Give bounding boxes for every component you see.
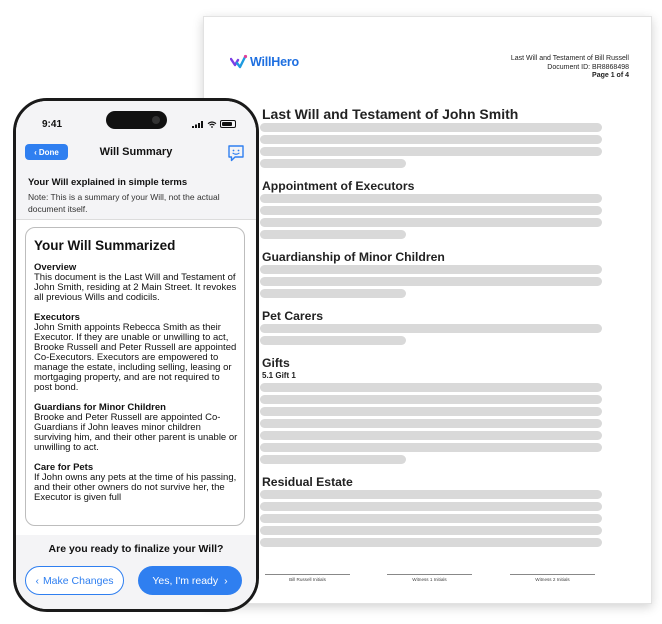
page-number: Page 1 of 4	[592, 72, 629, 79]
make-changes-label: Make Changes	[42, 574, 114, 587]
text-line-placeholder	[260, 419, 602, 428]
document-title-line: Last Will and Testament of Bill Russell	[510, 55, 629, 62]
status-icons	[192, 120, 236, 128]
text-line-placeholder	[260, 431, 602, 440]
subheading-gift-1: 5.1 Gift 1	[262, 371, 296, 380]
text-line-placeholder	[260, 289, 406, 298]
text-line-placeholder	[260, 502, 602, 511]
signal-icon	[192, 121, 204, 128]
heading-guardianship: Guardianship of Minor Children	[262, 250, 445, 264]
text-line-placeholder	[260, 230, 406, 239]
signature-line	[510, 574, 595, 575]
text-line-placeholder	[260, 443, 602, 452]
document-meta	[511, 55, 629, 81]
heading-pet-carers: Pet Carers	[262, 309, 323, 323]
phone-frame	[13, 98, 259, 612]
text-line-placeholder	[260, 194, 602, 203]
signature-label-bill: Bill Russell Initials	[289, 577, 326, 582]
battery-icon	[220, 120, 236, 128]
heading-executors: Appointment of Executors	[262, 179, 415, 193]
summary-card[interactable]	[25, 227, 245, 526]
dynamic-island	[106, 111, 167, 129]
logo-text: WillHero	[250, 55, 299, 69]
text-line-placeholder	[260, 526, 602, 535]
status-time: 9:41	[42, 119, 63, 130]
section-body-executors: John Smith appoints Rebecca Smith as their Executor. If they are unable or unwilling to act, Brooke Russell and Peter Russell are appointed Co-Executors. Executors are empowered to manage the estate, including selling, leasing or mortgaging property, and are not required to post bond.	[34, 322, 237, 393]
section-heading-overview: Overview	[34, 262, 77, 273]
will-document-page	[203, 16, 652, 604]
chevron-right-icon: ›	[224, 574, 228, 587]
section-body-guardians: Brooke and Peter Russell are appointed Co-Guardians if John leaves minor children surviving him, and their other parent is unable or unwilling to act.	[34, 412, 238, 453]
text-line-placeholder	[260, 218, 602, 227]
text-line-placeholder	[260, 206, 602, 215]
text-line-placeholder	[260, 395, 602, 404]
cta-panel	[16, 535, 256, 609]
text-line-placeholder	[260, 123, 602, 132]
chevron-left-icon: ‹	[35, 574, 39, 587]
intro-title: Your Will explained in simple terms	[28, 177, 188, 188]
signature-line	[265, 574, 350, 575]
section-body-overview: This document is the Last Will and Testament of John Smith, residing at 2 Main Street. It revokes all previous Wills and codicils.	[34, 272, 237, 303]
wifi-icon	[207, 121, 217, 128]
intro-note: Note: This is a summary of your Will, not the actual document itself.	[28, 192, 220, 214]
chat-assistant-icon[interactable]	[226, 143, 246, 163]
willhero-logo	[230, 54, 299, 70]
text-line-placeholder	[260, 407, 602, 416]
document-id: Document ID: BR8868498	[547, 63, 629, 71]
text-line-placeholder	[260, 336, 406, 345]
text-line-placeholder	[260, 455, 406, 464]
nav-bar	[16, 135, 256, 169]
yes-ready-button[interactable]	[138, 566, 242, 595]
text-line-placeholder	[260, 490, 602, 499]
section-heading-guardians: Guardians for Minor Children	[34, 402, 166, 413]
signature-line	[387, 574, 472, 575]
heading-gifts: Gifts	[262, 356, 290, 370]
make-changes-button[interactable]	[25, 566, 124, 595]
text-line-placeholder	[260, 383, 602, 392]
yes-ready-label: Yes, I'm ready	[152, 574, 219, 587]
document-main-heading: Last Will and Testament of John Smith	[262, 106, 519, 122]
text-line-placeholder	[260, 265, 602, 274]
section-body-pets: If John owns any pets at the time of his passing, and their other owners do not survive her, the Executor is given full	[34, 472, 237, 503]
finalize-question: Are you ready to finalize your Will?	[48, 543, 224, 555]
text-line-placeholder	[260, 159, 406, 168]
signature-label-witness-1: Witness 1 Initials	[412, 577, 447, 582]
nav-title: Will Summary	[99, 146, 173, 158]
text-line-placeholder	[260, 135, 602, 144]
section-heading-executors: Executors	[34, 312, 80, 323]
status-bar	[16, 101, 256, 135]
text-line-placeholder	[260, 147, 602, 156]
text-line-placeholder	[260, 277, 602, 286]
signature-label-witness-2: Witness 2 Initials	[535, 577, 570, 582]
done-label: Done	[38, 147, 59, 157]
card-title: Your Will Summarized	[34, 238, 176, 253]
intro-panel	[16, 169, 256, 220]
text-line-placeholder	[260, 538, 602, 547]
text-line-placeholder	[260, 514, 602, 523]
section-heading-pets: Care for Pets	[34, 462, 94, 473]
chevron-left-icon: ‹	[34, 147, 37, 157]
text-line-placeholder	[260, 324, 602, 333]
willhero-logo-icon	[230, 54, 248, 70]
heading-residual-estate: Residual Estate	[262, 475, 353, 489]
